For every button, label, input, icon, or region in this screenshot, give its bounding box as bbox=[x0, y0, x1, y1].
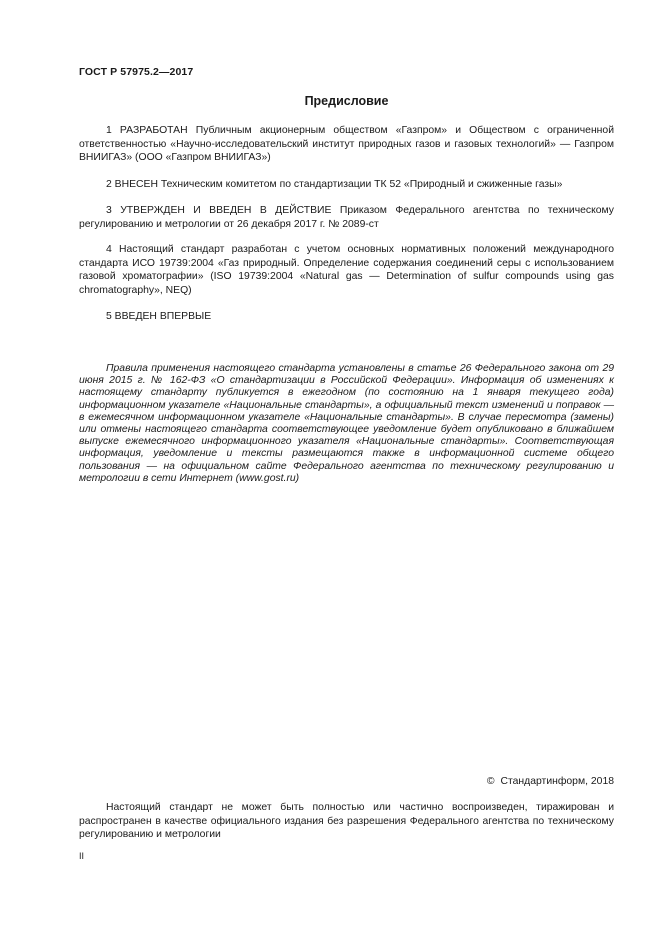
copyright-symbol: © bbox=[486, 776, 495, 787]
page-number: II bbox=[79, 851, 85, 861]
foreword-item-5: 5 ВВЕДЕН ВПЕРВЫЕ bbox=[106, 311, 212, 322]
foreword-item-2: 2 ВНЕСЕН Техническим комитетом по стандартизации ТК 52 «Природный и сжиженные газы» bbox=[106, 179, 563, 190]
foreword-item-4: 4 Настоящий стандарт разработан с учетом основных нормативных положений международного стандарта ИСО 19739:2004 «Газ природный. Определение содержания соединений серы с использованием газовой хроматографии» (ISO 19739:2004 «Natural gas — Determination of sulfur compounds using gas chromatography», NEQ) bbox=[79, 244, 614, 296]
page-title: Предисловие bbox=[304, 94, 389, 108]
reproduction-notice: Настоящий стандарт не может быть полностью или частично воспроизведен, тиражирован и распространен в качестве официального издания без разрешения Федерального агентства по техническому регулированию и метрологии bbox=[79, 802, 614, 841]
foreword-item-1: 1 РАЗРАБОТАН Публичным акционерным обществом «Газпром» и Обществом с ограниченной ответственностью «Научно-исследовательский институт природных газов и газовых технологий» — Газпром ВНИИГАЗ» (ООО «Газпром ВНИИГАЗ») bbox=[79, 125, 614, 164]
copyright-text: Стандартинформ, 2018 bbox=[500, 776, 614, 787]
foreword-item-3: 3 УТВЕРЖДЕН И ВВЕДЕН В ДЕЙСТВИЕ Приказом Федерального агентства по техническому регулированию и метрологии от 26 декабря 2017 г. № 2089-ст bbox=[79, 205, 614, 230]
copyright-line bbox=[487, 776, 614, 787]
standard-id-header: ГОСТ Р 57975.2—2017 bbox=[79, 66, 194, 78]
application-rules-note: Правила применения настоящего стандарта установлены в статье 26 Федерального закона от 29 июня 2015 г. № 162-ФЗ «О стандартизации в Российской Федерации». Информация об изменениях к настоящему стандарту публикуется в ежегодном (по состоянию на 1 января текущего года) информационном указателе «Национальные стандарты», а официальный текст изменений и поправок — в ежемесячном информационном указателе «Национальные стандарты». В случае пересмотра (замены) или отмены настоящего стандарта соответствующее уведомление будет опубликовано в ближайшем выпуске ежемесячного информационного указателя «Национальные стандарты». Соответствующая информация, уведомление и тексты размещаются также в информационной системе общего пользования — на официальном сайте Федерального агентства по техническому регулированию и метрологии в сети Интернет (www.gost.ru) bbox=[79, 363, 614, 484]
